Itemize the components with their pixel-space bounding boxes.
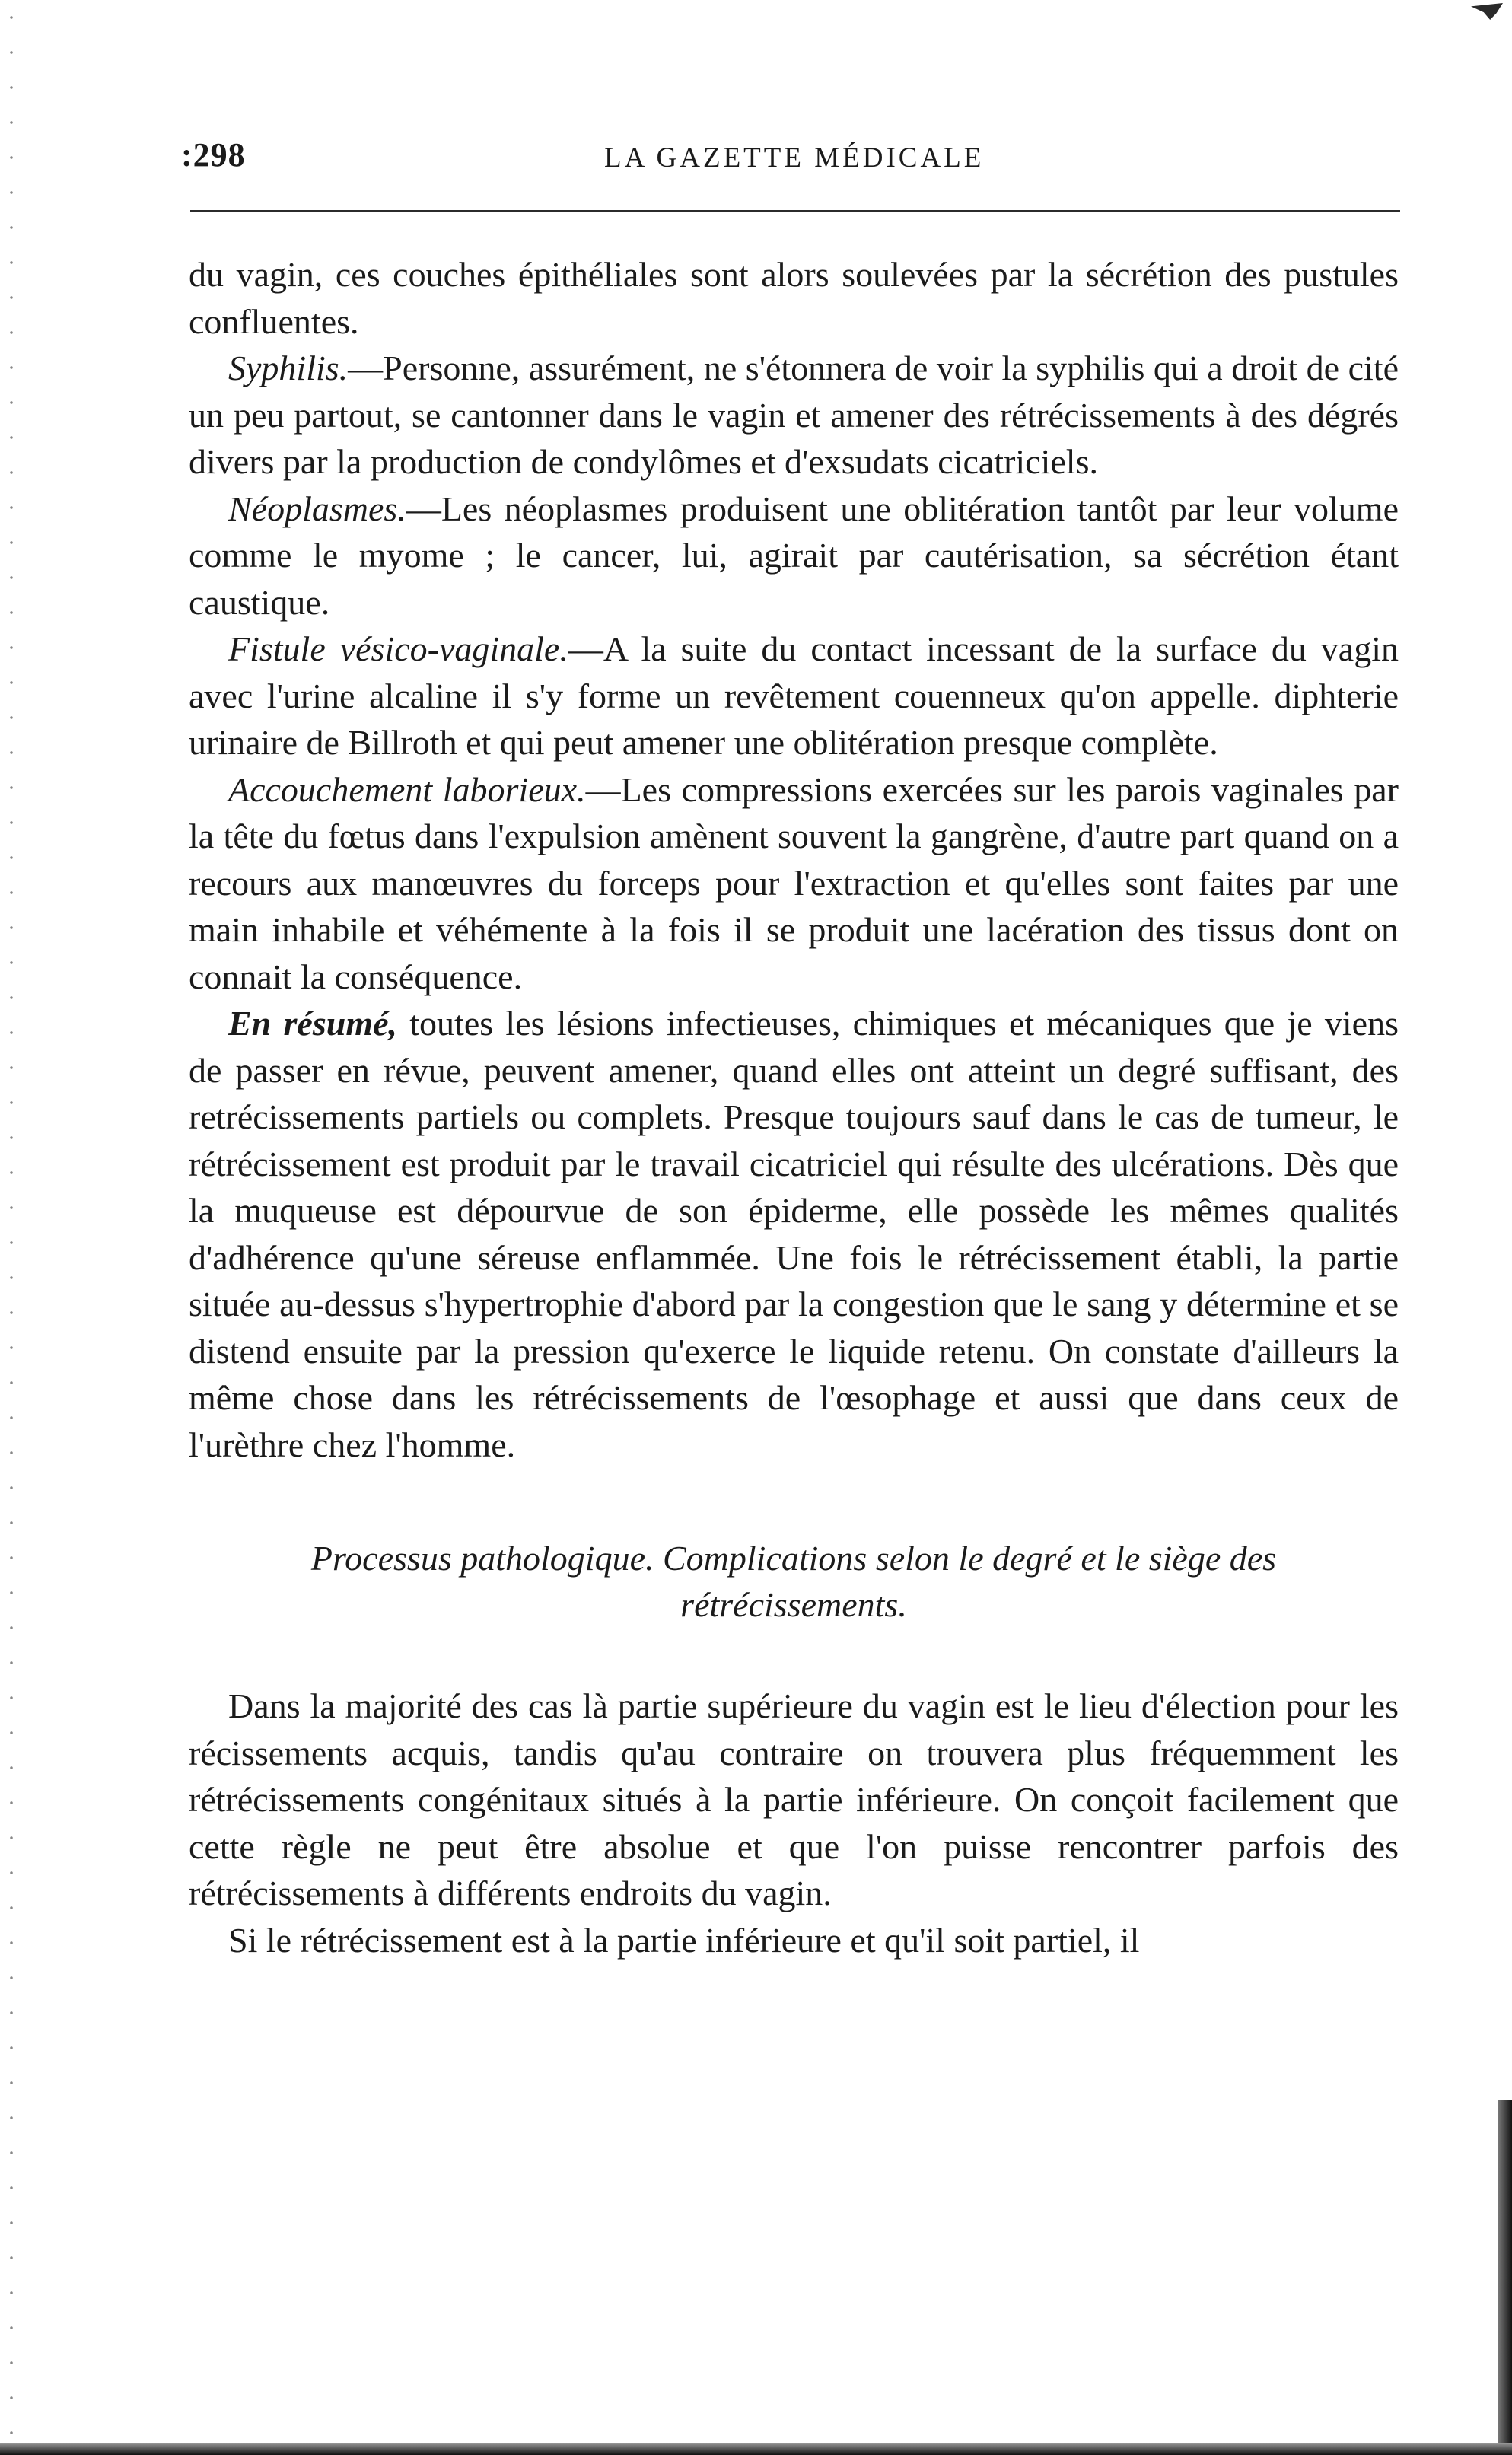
paragraph-text: toutes les lésions infectieuses, chimiques et mécaniques que je viens de passer en révue, peuvent amener, quand elles ont atteint un degré suffisant, des retrécissements partiels ou complets. Presque toujours sauf dans le cas de tumeur, le rétrécissement est produit par le travail cicatriciel qui résulte des ulcérations. Dès que la muqueuse est dépourvue de son épiderme, elle possède les mêmes qualités d'adhérence qu'une séreuse enflammée. Une fois le rétrécissement établi, la partie située au-dessus s'hypertrophie d'abord par la congestion que le sang y détermine et se distend ensuite par la pression qu'exerce le liquide retenu. On constate d'ailleurs la même chose dans les rétrécissements de l'œsophage et aussi que dans ceux de l'urèthre chez l'homme. (189, 1004, 1399, 1464)
section-title-line: rétrécissements. (680, 1585, 907, 1624)
paragraph-text: —Les compressions exercées sur les parois vaginales par la tête du fœtus dans l'expulsion amènent souvent la gangrène, d'autre part quand on a recours aux manœuvres du forceps pour l'extraction et qu'elles sont faites par une main inhabile et véhémente à la fois il se produit une lacération des tissus dont on connait la conséquence. (189, 769, 1399, 996)
paragraph-text: du vagin, ces couches épithéliales sont alors soulevées par la sécrétion des pustules confluentes. (189, 255, 1399, 341)
paragraph-heading: En résumé, (228, 1004, 398, 1043)
section-title (189, 1535, 1399, 1628)
paragraph-resume (189, 1000, 1399, 1468)
paragraph-syphilis (189, 345, 1399, 486)
paragraph-heading: Fistule vésico-vaginale. (228, 629, 568, 668)
paragraph-text: —A la suite du contact incessant de la surface du vagin avec l'urine alcaline il s'y forme un revêtement couenneux qu'on appelle. diphterie urinaire de Billroth et qui peut amener une oblitération presque complète. (189, 629, 1399, 762)
page-number: :298 (181, 136, 246, 174)
paragraph-fistule (189, 626, 1399, 766)
header-rule (190, 210, 1400, 212)
paragraph (189, 251, 1399, 345)
paragraph-text: Si le rétrécissement est à la partie inférieure et qu'il soit partiel, il (228, 1920, 1140, 1960)
paragraph-text: Dans la majorité des cas là partie supérieure du vagin est le lieu d'élection pour les récissements acquis, tandis qu'au contraire on trouvera plus fréquemment les rétrécissements congénitaux situés à la partie inférieure. On conçoit facilement que cette règle ne peut être absolue et que l'on puisse rencontrer parfois des rétrécissements à différents endroits du vagin. (189, 1686, 1399, 1912)
paragraph-heading: Néoplasmes. (228, 489, 406, 528)
paragraph-accouchement (189, 766, 1399, 1001)
page-edge-shadow-right (1498, 2100, 1512, 2455)
paragraph-heading: Accouchement laborieux. (228, 769, 586, 809)
binding-dots (8, 0, 24, 2455)
page-header (181, 135, 1399, 181)
corner-ink-mark (1471, 3, 1503, 20)
section-title-line: Processus pathologique. Complications selon le degré et le siège des (310, 1539, 1277, 1578)
running-head: LA GAZETTE MÉDICALE (604, 142, 985, 174)
paragraph-text: —Personne, assurément, ne s'étonnera de voir la syphilis qui a droit de cité un peu partout, se cantonner dans le vagin et amener des rétrécissements à des dégrés divers par la production de condylômes et d'exsudats cicatriciels. (189, 349, 1399, 481)
paragraph-neoplasmes (189, 486, 1399, 626)
paragraph-text: —Les néoplasmes produisent une oblitération tantôt par leur volume comme le myome ; le cancer, lui, agirait par cautérisation, sa sécrétion étant caustique. (189, 489, 1399, 622)
body-text (189, 251, 1399, 1963)
paragraph (189, 1683, 1399, 1917)
page-edge-shadow-bottom (0, 2443, 1512, 2455)
paragraph (189, 1917, 1399, 1964)
paragraph-heading: Syphilis. (228, 349, 349, 387)
